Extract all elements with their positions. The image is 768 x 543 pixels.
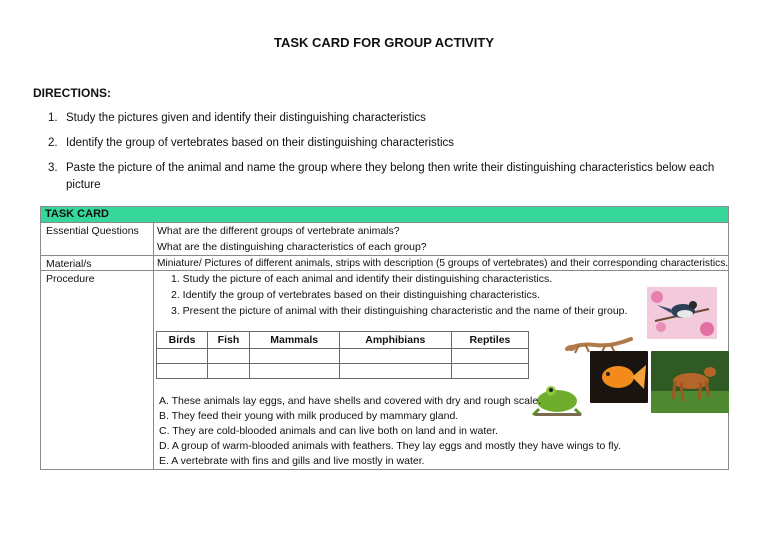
direction-item-3 bbox=[48, 160, 748, 194]
option-e: E. A vertebrate with fins and gills and live mostly in water. bbox=[159, 455, 425, 467]
table-header-row bbox=[157, 332, 529, 349]
direction-number: 2. bbox=[48, 137, 58, 149]
option-a: A. These animals lay eggs, and have shells and covered with dry and rough scale. bbox=[159, 395, 542, 407]
table-cell bbox=[339, 349, 451, 364]
task-card-header: TASK CARD bbox=[41, 207, 728, 223]
row-divider bbox=[41, 270, 728, 271]
table-cell bbox=[451, 364, 528, 379]
direction-number: 1. bbox=[48, 112, 58, 124]
procedure-label: Procedure bbox=[46, 273, 95, 285]
dog-picture bbox=[651, 351, 729, 413]
bird-picture bbox=[647, 287, 717, 339]
table-cell bbox=[208, 349, 250, 364]
essential-question-1: What are the different groups of vertebrate animals? bbox=[157, 225, 400, 237]
table-cell bbox=[339, 364, 451, 379]
direction-number: 3. bbox=[48, 162, 58, 174]
table-header-cell: Amphibians bbox=[339, 332, 451, 349]
materials-label: Material/s bbox=[46, 258, 92, 270]
task-card bbox=[40, 206, 729, 470]
procedure-step-2: 2. Identify the group of vertebrates based on their distinguishing characteristics. bbox=[171, 289, 540, 301]
option-b: B. They feed their young with milk produced by mammary gland. bbox=[159, 410, 459, 422]
table-header-cell: Birds bbox=[157, 332, 208, 349]
table-header-cell: Reptiles bbox=[451, 332, 528, 349]
fish-picture bbox=[590, 351, 648, 403]
table-cell bbox=[451, 349, 528, 364]
materials-text: Miniature/ Pictures of different animals, strips with description (5 groups of vertebrates) and their corresponding characteristics. bbox=[157, 258, 729, 269]
table-row bbox=[157, 364, 529, 379]
table-row bbox=[157, 349, 529, 364]
directions-list bbox=[48, 110, 748, 202]
table-header-cell: Fish bbox=[208, 332, 250, 349]
direction-text: Identify the group of vertebrates based on their distinguishing characteristics bbox=[66, 137, 455, 149]
direction-text: Paste the picture of the animal and name the group where they belong then write their distinguishing characteristics below each picture bbox=[66, 162, 715, 191]
direction-item-2 bbox=[48, 135, 748, 152]
vertebrate-groups-table bbox=[156, 331, 529, 379]
directions-label: DIRECTIONS: bbox=[33, 86, 111, 100]
table-cell bbox=[208, 364, 250, 379]
table-cell bbox=[157, 349, 208, 364]
column-divider bbox=[153, 223, 154, 470]
essential-question-2: What are the distinguishing characteristics of each group? bbox=[157, 241, 427, 253]
option-c: C. They are cold-blooded animals and can live both on land and in water. bbox=[159, 425, 498, 437]
direction-text: Study the pictures given and identify their distinguishing characteristics bbox=[66, 112, 426, 124]
procedure-step-1: 1. Study the picture of each animal and identify their distinguishing characteristics. bbox=[171, 273, 553, 285]
table-header-cell: Mammals bbox=[249, 332, 339, 349]
direction-item-1 bbox=[48, 110, 748, 127]
essential-questions-label: Essential Questions bbox=[46, 225, 139, 237]
row-divider bbox=[41, 255, 728, 256]
procedure-step-3: 3. Present the picture of animal with their distinguishing characteristic and the name of their group. bbox=[171, 305, 628, 317]
table-cell bbox=[157, 364, 208, 379]
table-cell bbox=[249, 364, 339, 379]
table-cell bbox=[249, 349, 339, 364]
page-title: TASK CARD FOR GROUP ACTIVITY bbox=[273, 35, 495, 50]
option-d: D. A group of warm-blooded animals with feathers. They lay eggs and mostly they have wings to fly. bbox=[159, 440, 621, 452]
